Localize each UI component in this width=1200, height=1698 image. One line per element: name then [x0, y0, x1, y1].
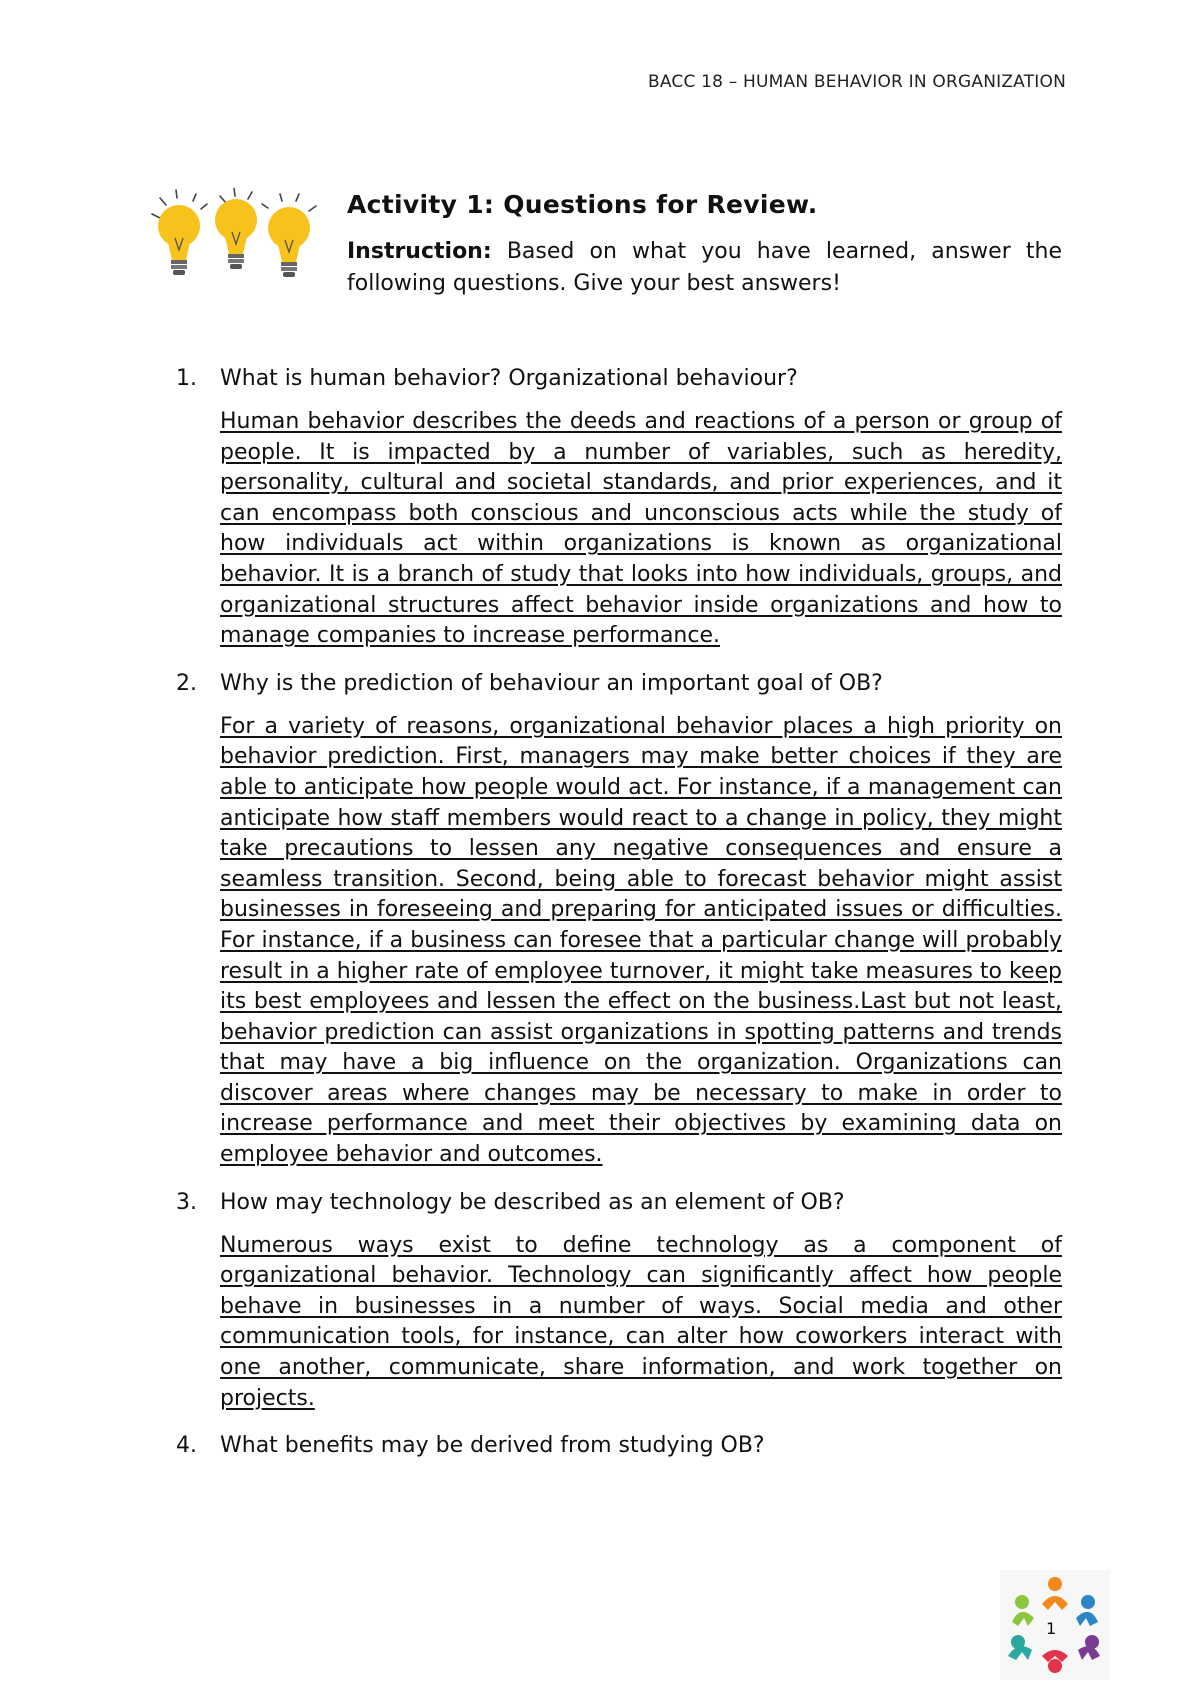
question-text: How may technology be described as an element of OB? — [220, 1189, 845, 1215]
question-number: 4. — [176, 1433, 197, 1459]
answer-1: Human behavior describes the deeds and reactions of a person or group of people. It is impacted by a number of variables, such as heredity, personality, cultural and societal standards, and prior experiences, and it can encompass both conscious and unconscious acts while the study of how individuals act within organizations is known as organizational behavior. It is a branch of study that looks into how individuals, groups, and organizational structures affect behavior inside organizations and how to manage companies to increase performance. — [220, 409, 1062, 649]
activity-title: Activity 1: Questions for Review. — [347, 190, 818, 219]
activity-section — [347, 190, 1062, 300]
instruction-text: Based on what you have learned, answer the following questions. Give your best answers! — [347, 239, 1062, 296]
question-number: 2. — [176, 670, 197, 696]
question-4 — [176, 1430, 1062, 1461]
question-number: 3. — [176, 1189, 197, 1215]
answer-3: Numerous ways exist to define technology as a component of organizational behavior. Technology can significantly affect how people behave in businesses in a number of ways. Social media and other communication tools, for instance, can alter how coworkers interact with one another, communicate, share information, and work together on projects. — [220, 1232, 1062, 1411]
question-2 — [176, 668, 1062, 699]
question-text: What benefits may be derived from studying OB? — [220, 1433, 765, 1459]
instruction-label: Instruction: — [347, 239, 492, 264]
questions-list — [176, 363, 1062, 1461]
answer-2: For a variety of reasons, organizational behavior places a high priority on behavior prediction. First, managers may make better choices if they are able to anticipate how people would act. For instance, if a management can anticipate how staff members would react to a change in policy, they might take precautions to lessen any negative consequences and ensure a seamless transition. Second, being able to forecast behavior might assist businesses in foreseeing and preparing for anticipated issues or difficulties. For instance, if a business can foresee that a particular change will probably result in a higher rate of employee turnover, it might take measures to keep its best employees and lessen the effect on the business.Last but not least, behavior prediction can assist organizations in spotting patterns and trends that may have a big influence on the organization. Organizations can discover areas where changes may be necessary to make in order to increase performance and meet their objectives by examining data on employee behavior and outcomes. — [220, 713, 1062, 1168]
document-header: BACC 18 – HUMAN BEHAVIOR IN ORGANIZATION — [647, 72, 1066, 92]
question-3 — [176, 1187, 1062, 1218]
instruction-paragraph — [347, 236, 1062, 300]
lightbulbs-icon — [146, 188, 324, 300]
question-1 — [176, 363, 1062, 394]
question-text: Why is the prediction of behaviour an important goal of OB? — [220, 670, 883, 696]
question-number: 1. — [176, 366, 197, 391]
page-number: 1 — [1046, 1619, 1057, 1638]
question-text: What is human behavior? Organizational behaviour? — [220, 366, 798, 391]
